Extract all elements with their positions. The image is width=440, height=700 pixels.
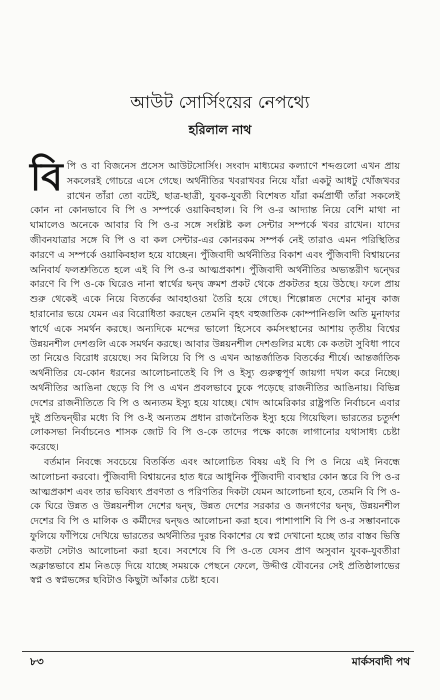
article-author: হরিলাল নাথ (188, 122, 252, 137)
journal-name: মার্কসবাদী পথ (351, 656, 410, 668)
paragraph-1 (30, 154, 400, 456)
paragraph-2: বর্তমান নিবন্ধে সবচেয়ে বিতর্কিত এবং আলোচিত বিষয় এই বি পি ও নিয়ে এই নিবন্ধে আলোচনা করবো। পুঁজিবাদী বিশ্বায়নের হাত ধরে আধুনিক পুঁজিবাদী ব্যবস্থার কোন স্তরে বি পি ও-র আত্মপ্রকাশ এবং তার ভবিষ্যৎ প্রবণতা ও পরিণতির দিকটা যেমন আলোচনা হবে, তেমনি বি পি ও-কে ঘিরে উন্নত ও উন্নয়নশীল দেশের দ্বন্দ্ব, উন্নত দেশের সরকার ও জনগণের দ্বন্দ্ব, উন্নয়নশীল দেশের বি পি ও মালিক ও কর্মীদের দ্বন্দ্বও আলোচনা করা হবে। পাশাপাশি বি পি ও-র সম্ভাবনাকে ফুলিয়ে ফাঁপিয়ে দেখিয়ে ভারতের অর্থনীতির দুরন্ত বিকাশের যে স্বপ্ন দেখানো হচ্ছে তার বাস্তব ভিত্তি কতটা সেটাও আলোচনা করা হবে। সবশেষে বি পি ও-তে যেসব প্রাণ অসুবান যুবক-যুবতীরা অক্লান্তভাবে শ্রম নিঙড়ে দিয়ে যাচ্ছে সময়কে পেছনে ফেলে, উদ্দীপ্ত যৌবনের সেই প্রতিষ্ঠালাভের স্বপ্ন ও স্বপ্নভঙ্গের ছবিটাও কিছুটা আঁকার চেষ্টা হবে। (30, 456, 400, 587)
drop-cap: বি (30, 154, 63, 200)
article-title: আউট সোর্সিংয়ের নেপথ্যে (130, 93, 310, 113)
article-body (30, 154, 400, 589)
page-number: ৮৩ (30, 656, 44, 668)
paragraph-1-text: পি ও বা বিজনেস প্রসেস আউটসোর্সিং। সংবাদ মাধ্যমের কল্যাণে শব্দগুলো এখন প্রায় সকলেরই গোচরে এসে গেছে। অর্থনীতির খবরাখবর নিয়ে যাঁরা একটু আধটু খোঁজখবর রাখেন তাঁরা তো বটেই, ছাত্র-ছাত্রী, যুবক-যুবতী বিশেষত যাঁরা কর্মপ্রার্থী তাঁরা সকলেই কোন না কোনভাবে বি পি ও সম্পর্কে ওয়াকিবহাল। বি পি ও-র আদ্যান্ত নিয়ে বেশি মাথা না ঘামালেও অনেকে আবার বি পি ও-র সঙ্গে সংশ্লিষ্ট কল সেন্টার সম্পর্কে খবর রাখেন। যাদের জীবনযাত্রার সঙ্গে বি পি ও বা কল সেন্টার-এর কোনরকম সম্পর্ক নেই তারাও এমন পরিস্থিতির কারণে এ সম্পর্কে ওয়াকিবহাল হয়ে যাচ্ছেন। পুঁজিবাদী অর্থনীতির বিকাশ এবং পুঁজিবাদী বিশ্বায়নের অনিবার্য ফলশ্রুতিতে হলে এই বি পি ও-র আত্মপ্রকাশ। পুঁজিবাদী অর্থনীতির অভ্যন্তরীণ দ্বন্দ্বের কারণে বি পি ও-কে ঘিরেও নানা স্বার্থের দ্বন্দ্ব ক্রমশ প্রকট থেকে প্রকটতর হয়ে উঠছে। ফলে প্রায় শুরু থেকেই একে নিয়ে বিতর্কের আবহাওয়া তৈরি হয়ে গেছে। শিল্পোন্নত দেশের মানুষ কাজ হারানোর ভয়ে যেমন এর বিরোধিতা করছেন তেমনি বৃহৎ বহুজাতিক কোম্পানিগুলি অতি মুনাফার স্বার্থে একে সমর্থন করছে। অন্যদিকে মন্দের ভালো হিসেবে কর্মসংস্থানের আশায় তৃতীয় বিশ্বের উন্নয়নশীল দেশগুলি একে সমর্থন করছে। আবার উন্নয়নশীল দেশগুলির মধ্যে কে কতটা সুবিধা পাবে তা নিয়েও বিরোধ রয়েছে। সব মিলিয়ে বি পি ও এখন আন্তর্জাতিক বিতর্কের শীর্ষে। আন্তর্জাতিক অর্থনীতির যে-কোন ধরনের আলোচনাতেই বি পি ও ইস্যু গুরুত্বপূর্ণ জায়গা দখল করে নিচ্ছে। অর্থনীতির আঙিনা ছেড়ে বি পি ও এখন প্রবলভাবে ঢুকে পড়েছে রাজনীতির আঙিনায়। বিভিন্ন দেশের রাজনীতিতে বি পি ও অন্যতম ইস্যু হয়ে যাচ্ছে। খোদ আমেরিকার রাষ্ট্রপতি নির্বাচনে এবার দুই প্রতিদ্বন্দ্বীর মধ্যে বি পি ও-ই অন্যতম প্রধান রাজনৈতিক ইস্যু হয়ে গিয়েছিল। ভারতের চতুর্দশ লোকসভা নির্বাচনেও শাসক জোট বি পি ও-কে তাদের পক্ষে কাজে লাগানোর যথাসাধ্য চেষ্টা করেছে। (30, 161, 400, 454)
footer-divider (22, 651, 414, 652)
